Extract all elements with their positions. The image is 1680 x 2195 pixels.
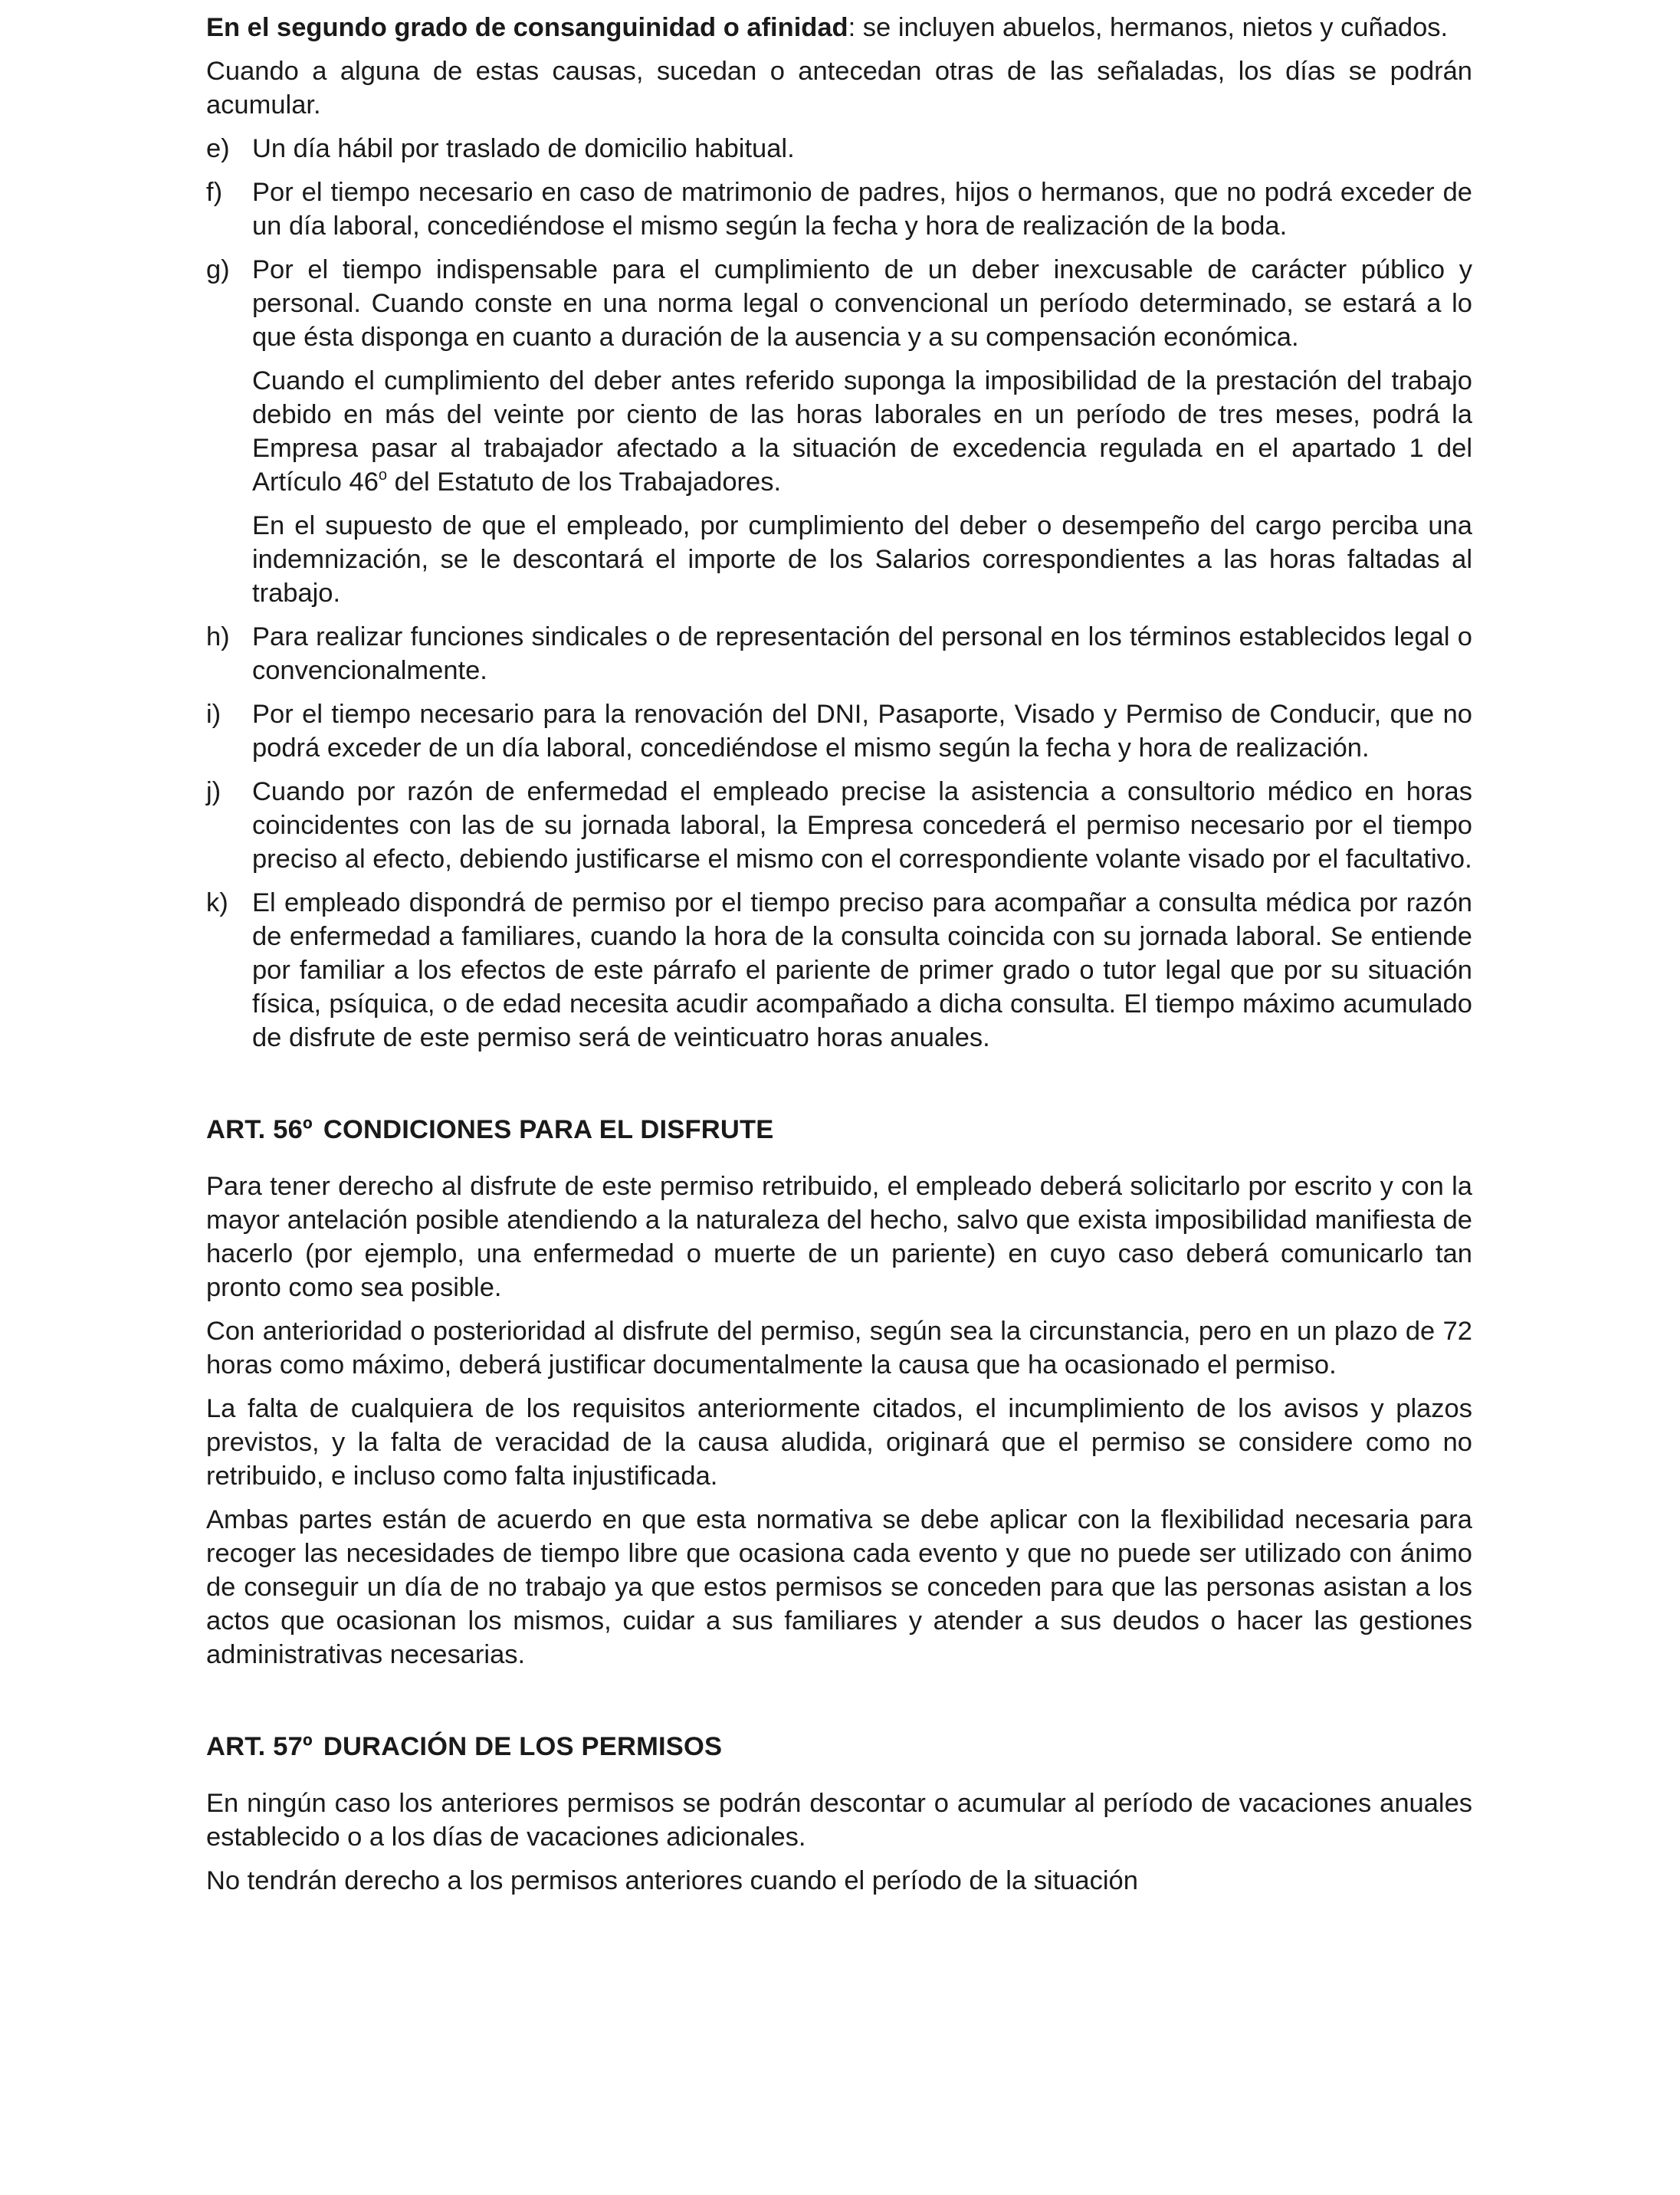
item-g-paragraph-1: Por el tiempo indispensable para el cumplimiento de un deber inexcusable de carácter público y personal. Cuando conste en una norma legal o convencional un período determinado, se estará a lo que ésta disponga en cuanto a duración de la ausencia y a su compensación económica. bbox=[252, 255, 1472, 352]
degree-superscript: o bbox=[378, 466, 388, 484]
list-item-i bbox=[206, 697, 1472, 765]
article-57-heading bbox=[206, 1730, 1472, 1764]
item-text: Por el tiempo necesario en caso de matrimonio de padres, hijos o hermanos, que no podrá exceder de un día laboral, concediéndose el mismo según la fecha y hora de realización de la boda. bbox=[252, 178, 1472, 241]
item-letter: i) bbox=[206, 700, 221, 729]
intro-bold-lead: En el segundo grado de consanguinidad o afinidad bbox=[206, 13, 848, 42]
list-item-f bbox=[206, 176, 1472, 243]
article-56-paragraph: Con anterioridad o posterioridad al disfrute del permiso, según sea la circunstancia, pero en un plazo de 72 horas como máximo, deberá justificar documentalmente la causa que ha ocasionado el permiso. bbox=[206, 1317, 1472, 1380]
item-letter: e) bbox=[206, 134, 230, 163]
item-text: Para realizar funciones sindicales o de representación del personal en los términos establecidos legal o convencionalmente. bbox=[252, 622, 1472, 685]
list-item-h bbox=[206, 620, 1472, 687]
item-g-paragraph-2-before: Cuando el cumplimiento del deber antes referido suponga la imposibilidad de la prestación del trabajo debido en más del veinte por ciento de las horas laborales en un período de tres meses, podrá la Empresa pasar al trabajador afectado a la situación de excedencia regulada en el apartado 1 del Artículo 46 bbox=[252, 366, 1472, 497]
item-body bbox=[252, 253, 1472, 610]
intro-rest: : se incluyen abuelos, hermanos, nietos y cuñados. bbox=[848, 13, 1449, 42]
list-item-g bbox=[206, 253, 1472, 610]
list-item-e bbox=[206, 132, 1472, 166]
article-56-paragraph: La falta de cualquiera de los requisitos anteriormente citados, el incumplimiento de los avisos y plazos previstos, y la falta de veracidad de la causa aludida, originará que el permiso se considere como no retribuido, e incluso como falta injustificada. bbox=[206, 1394, 1472, 1491]
item-letter: f) bbox=[206, 178, 223, 207]
item-letter: j) bbox=[206, 777, 221, 806]
item-g-paragraph-3: En el supuesto de que el empleado, por cumplimiento del deber o desempeño del cargo perciba una indemnización, se le descontará el importe de los Salarios correspondientes a las horas faltadas al trabajo. bbox=[252, 511, 1472, 608]
item-g-paragraph-2 bbox=[252, 364, 1472, 499]
article-number: ART. 57º bbox=[206, 1732, 313, 1761]
accumulate-paragraph: Cuando a alguna de estas causas, sucedan o antecedan otras de las señaladas, los días se podrán acumular. bbox=[206, 57, 1472, 120]
article-57-paragraph: No tendrán derecho a los permisos anteriores cuando el período de la situación bbox=[206, 1866, 1138, 1895]
article-56-heading bbox=[206, 1113, 1472, 1147]
intro-paragraph bbox=[206, 11, 1472, 44]
article-56-paragraph: Para tener derecho al disfrute de este permiso retribuido, el empleado deberá solicitarlo por escrito y con la mayor antelación posible atendiendo a la naturaleza del hecho, salvo que exista imposibilidad manifiesta de hacerlo (por ejemplo, una enfermedad o muerte de un pariente) en cuyo caso deberá comunicarlo tan pronto como sea posible. bbox=[206, 1172, 1472, 1302]
item-text: Un día hábil por traslado de domicilio habitual. bbox=[252, 134, 795, 163]
article-title: CONDICIONES PARA EL DISFRUTE bbox=[323, 1115, 774, 1144]
item-text: Por el tiempo necesario para la renovación del DNI, Pasaporte, Visado y Permiso de Conducir, que no podrá exceder de un día laboral, concediéndose el mismo según la fecha y hora de realización. bbox=[252, 700, 1472, 763]
item-letter: k) bbox=[206, 888, 228, 917]
item-text: Cuando por razón de enfermedad el empleado precise la asistencia a consultorio médico en horas coincidentes con las de su jornada laboral, la Empresa concederá el permiso necesario por el tiempo preciso al efecto, debiendo justificarse el mismo con el correspondiente volante visado por el facultativo. bbox=[252, 777, 1472, 874]
list-item-j bbox=[206, 775, 1472, 876]
item-text: El empleado dispondrá de permiso por el tiempo preciso para acompañar a consulta médica por razón de enfermedad a familiares, cuando la hora de la consulta coincida con su jornada laboral. Se entiende por familiar a los efectos de este párrafo el pariente de primer grado o tutor legal que por su situación física, psíquica, o de edad necesita acudir acompañado a dicha consulta. El tiempo máximo acumulado de disfrute de este permiso será de veinticuatro horas anuales. bbox=[252, 888, 1472, 1052]
document-body bbox=[206, 11, 1472, 1908]
article-title: DURACIÓN DE LOS PERMISOS bbox=[323, 1732, 723, 1761]
item-letter: g) bbox=[206, 255, 230, 284]
article-number: ART. 56º bbox=[206, 1115, 313, 1144]
item-g-paragraph-2-after: del Estatuto de los Trabajadores. bbox=[387, 468, 782, 497]
item-letter: h) bbox=[206, 622, 230, 651]
list-item-k bbox=[206, 886, 1472, 1055]
article-56-paragraph: Ambas partes están de acuerdo en que esta normativa se debe aplicar con la flexibilidad necesaria para recoger las necesidades de tiempo libre que ocasiona cada evento y que no puede ser utilizado con ánimo de conseguir un día de no trabajo ya que estos permisos se conceden para que las personas asistan a los actos que ocasionan los mismos, cuidar a sus familiares y atender a sus deudos o hacer las gestiones administrativas necesarias. bbox=[206, 1505, 1472, 1669]
article-57-paragraph: En ningún caso los anteriores permisos se podrán descontar o acumular al período de vacaciones anuales establecido o a los días de vacaciones adicionales. bbox=[206, 1789, 1472, 1852]
